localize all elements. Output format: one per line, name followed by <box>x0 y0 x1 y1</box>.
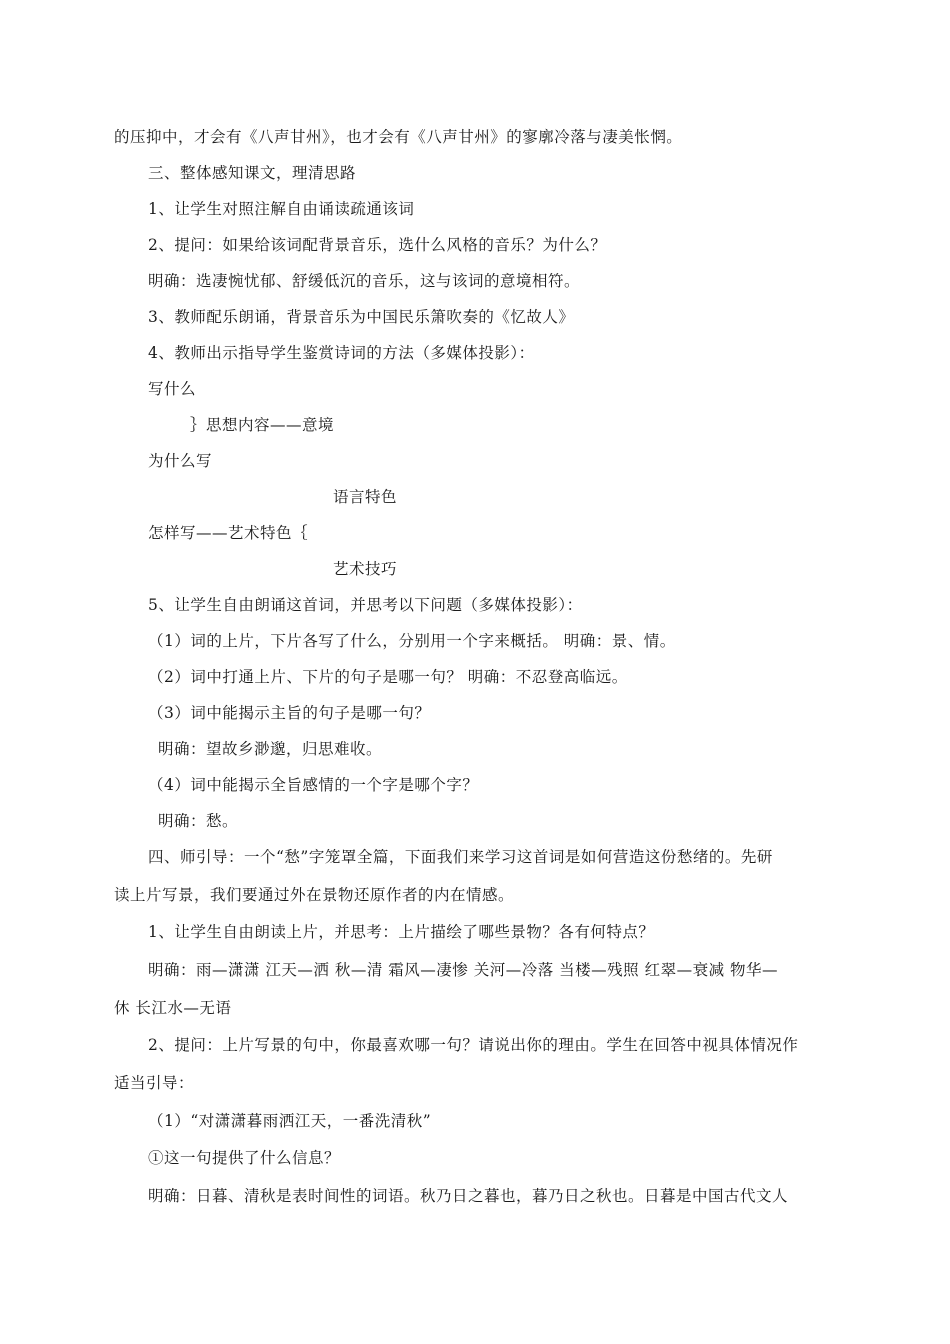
question-line: （4）词中能揭示全旨感情的一个字是哪个字？ <box>148 776 479 794</box>
paragraph-line: 明确：雨—潇潇 江天—洒 秋—清 霜风—凄惨 关河—冷落 当楼—残照 红翠—衰减 物华— <box>148 961 778 979</box>
paragraph-line: 3、教师配乐朗诵，背景音乐为中国民乐箫吹奏的《忆故人》 <box>148 308 575 326</box>
question-line: （1）词的上片，下片各写了什么，分别用一个字来概括。 明确：景、情。 <box>148 632 676 650</box>
diagram-item: 怎样写——艺术特色｛ <box>148 524 309 542</box>
question-line: （2）词中打通上片、下片的句子是哪一句？ 明确：不忍登高临远。 <box>148 668 628 686</box>
diagram-item: 语言特色 <box>333 488 398 506</box>
section-heading: 三、整体感知课文，理清思路 <box>148 164 357 182</box>
paragraph-line: 1、让学生对照注解自由诵读疏通该词 <box>148 200 415 218</box>
paragraph-line: 2、提问：如果给该词配背景音乐，选什么风格的音乐？为什么？ <box>148 236 607 254</box>
diagram-item: 艺术技巧 <box>333 560 398 578</box>
answer-line: 明确：望故乡渺邈，归思难收。 <box>158 740 383 758</box>
diagram-item: ｝思想内容——意境 <box>190 416 335 434</box>
paragraph-line: 5、让学生自由朗诵这首词，并思考以下问题（多媒体投影）： <box>148 596 583 614</box>
paragraph-line: 的压抑中，才会有《八声甘州》，也才会有《八声甘州》的寥廓冷落与凄美怅惘。 <box>114 128 683 146</box>
paragraph-line: 2、提问：上片写景的句中，你最喜欢哪一句？请说出你的理由。学生在回答中视具体情况作 <box>148 1036 799 1054</box>
paragraph-line: 适当引导： <box>114 1074 195 1092</box>
answer-line: 明确：愁。 <box>158 812 239 830</box>
diagram-item: 为什么写 <box>148 452 213 470</box>
paragraph-line: 4、教师出示指导学生鉴赏诗词的方法（多媒体投影）： <box>148 344 535 362</box>
paragraph-line: 读上片写景，我们要通过外在景物还原作者的内在情感。 <box>114 886 515 904</box>
paragraph-line: （1）“对潇潇暮雨洒江天，一番洗清秋” <box>148 1112 432 1130</box>
question-line: （3）词中能揭示主旨的句子是哪一句？ <box>148 704 431 722</box>
paragraph-line: 明确：日暮、清秋是表时间性的词语。秋乃日之暮也，暮乃日之秋也。日暮是中国古代文人 <box>148 1187 789 1205</box>
paragraph-line: ①这一句提供了什么信息？ <box>148 1149 341 1167</box>
paragraph-line: 明确：选凄惋忧郁、舒缓低沉的音乐，这与该词的意境相符。 <box>148 272 581 290</box>
diagram-item: 写什么 <box>148 380 197 398</box>
paragraph-line: 休 长江水—无语 <box>114 999 232 1017</box>
section-heading: 四、师引导：一个“愁”字笼罩全篇，下面我们来学习这首词是如何营造这份愁绪的。先研 <box>148 848 773 866</box>
paragraph-line: 1、让学生自由朗读上片，并思考：上片描绘了哪些景物？各有何特点？ <box>148 923 655 941</box>
